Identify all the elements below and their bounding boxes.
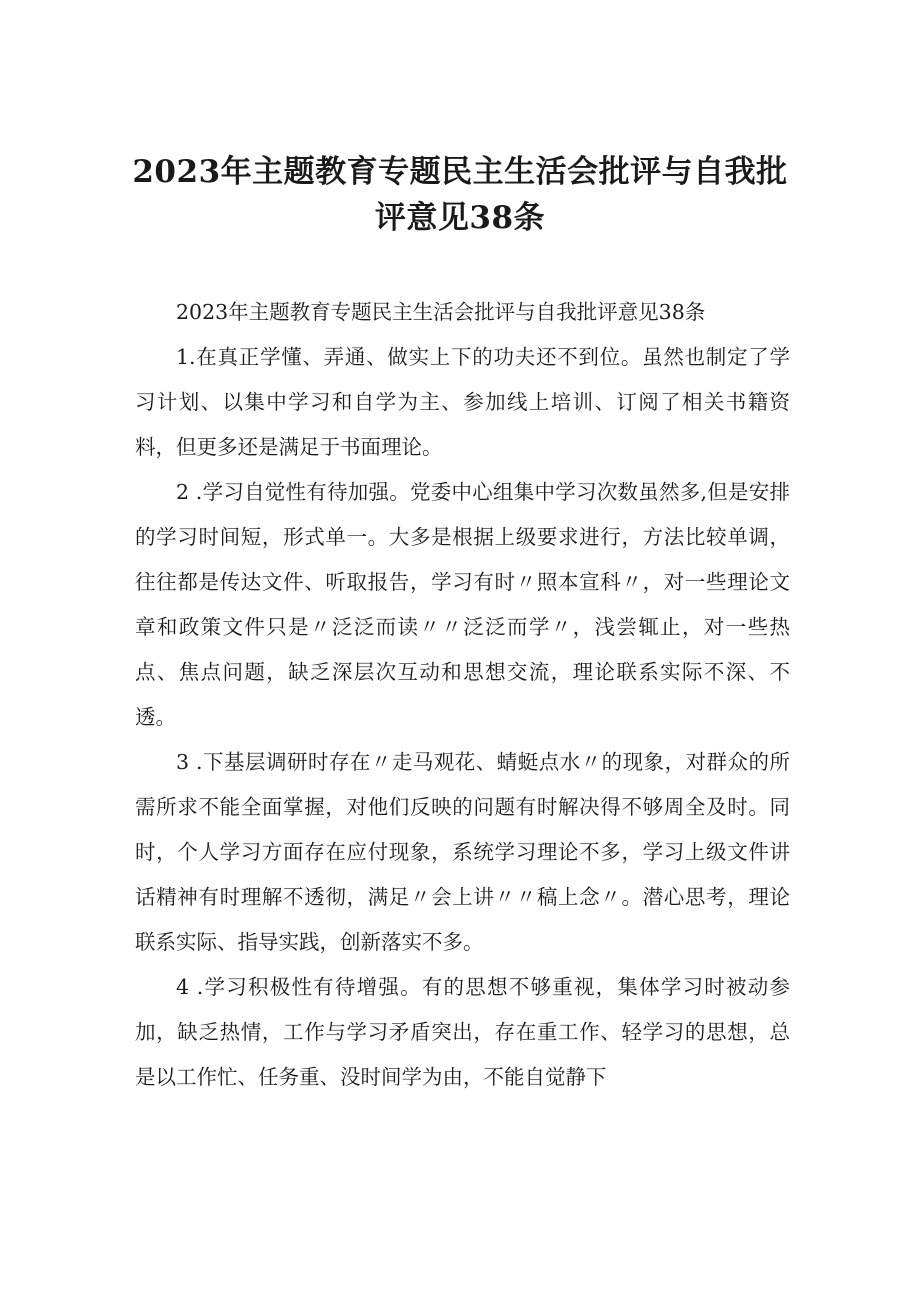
paragraph-3: 3 .下基层调研时存在〃走马观花、蜻蜓点水〃的现象，对群众的所需所求不能全面掌握，对他们反映的问题有时解决得不够周全及时。同时，个人学习方面存在应付现象，系统学习理论不多，学习上级文件讲话精神有时理解不透彻，满足〃会上讲〃〃稿上念〃。潜心思考，理论联系实际、指导实践，创新落实不多。 (135, 750, 790, 954)
paragraph-2: 2 .学习自觉性有待加强。党委中心组集中学习次数虽然多,但是安排的学习时间短，形式单一。大多是根据上级要求进行，方法比较单调，往往都是传达文件、听取报告，学习有时〃照本宣科〃，对一些理论文章和政策文件只是〃泛泛而读〃〃泛泛而学〃，浅尝辄止，对一些热点、焦点问题，缺乏深层次互动和思想交流，理论联系实际不深、不透。 (135, 480, 790, 729)
document-subtitle: 2023年主题教育专题民主生活会批评与自我批评意见38条 (176, 300, 706, 324)
paragraph-1: 1.在真正学懂、弄通、做实上下的功夫还不到位。虽然也制定了学习计划、以集中学习和自学为主、参加线上培训、订阅了相关书籍资料，但更多还是满足于书面理论。 (135, 345, 790, 459)
paragraph-4: 4 .学习积极性有待增强。有的思想不够重视，集体学习时被动参加，缺乏热情，工作与学习矛盾突出，存在重工作、轻学习的思想，总是以工作忙、任务重、没时间学为由，不能自觉静下 (135, 975, 790, 1089)
document-title: 2023年主题教育专题民主生活会批评与自我批评意见38条 (132, 153, 788, 236)
document-body (135, 290, 790, 1100)
